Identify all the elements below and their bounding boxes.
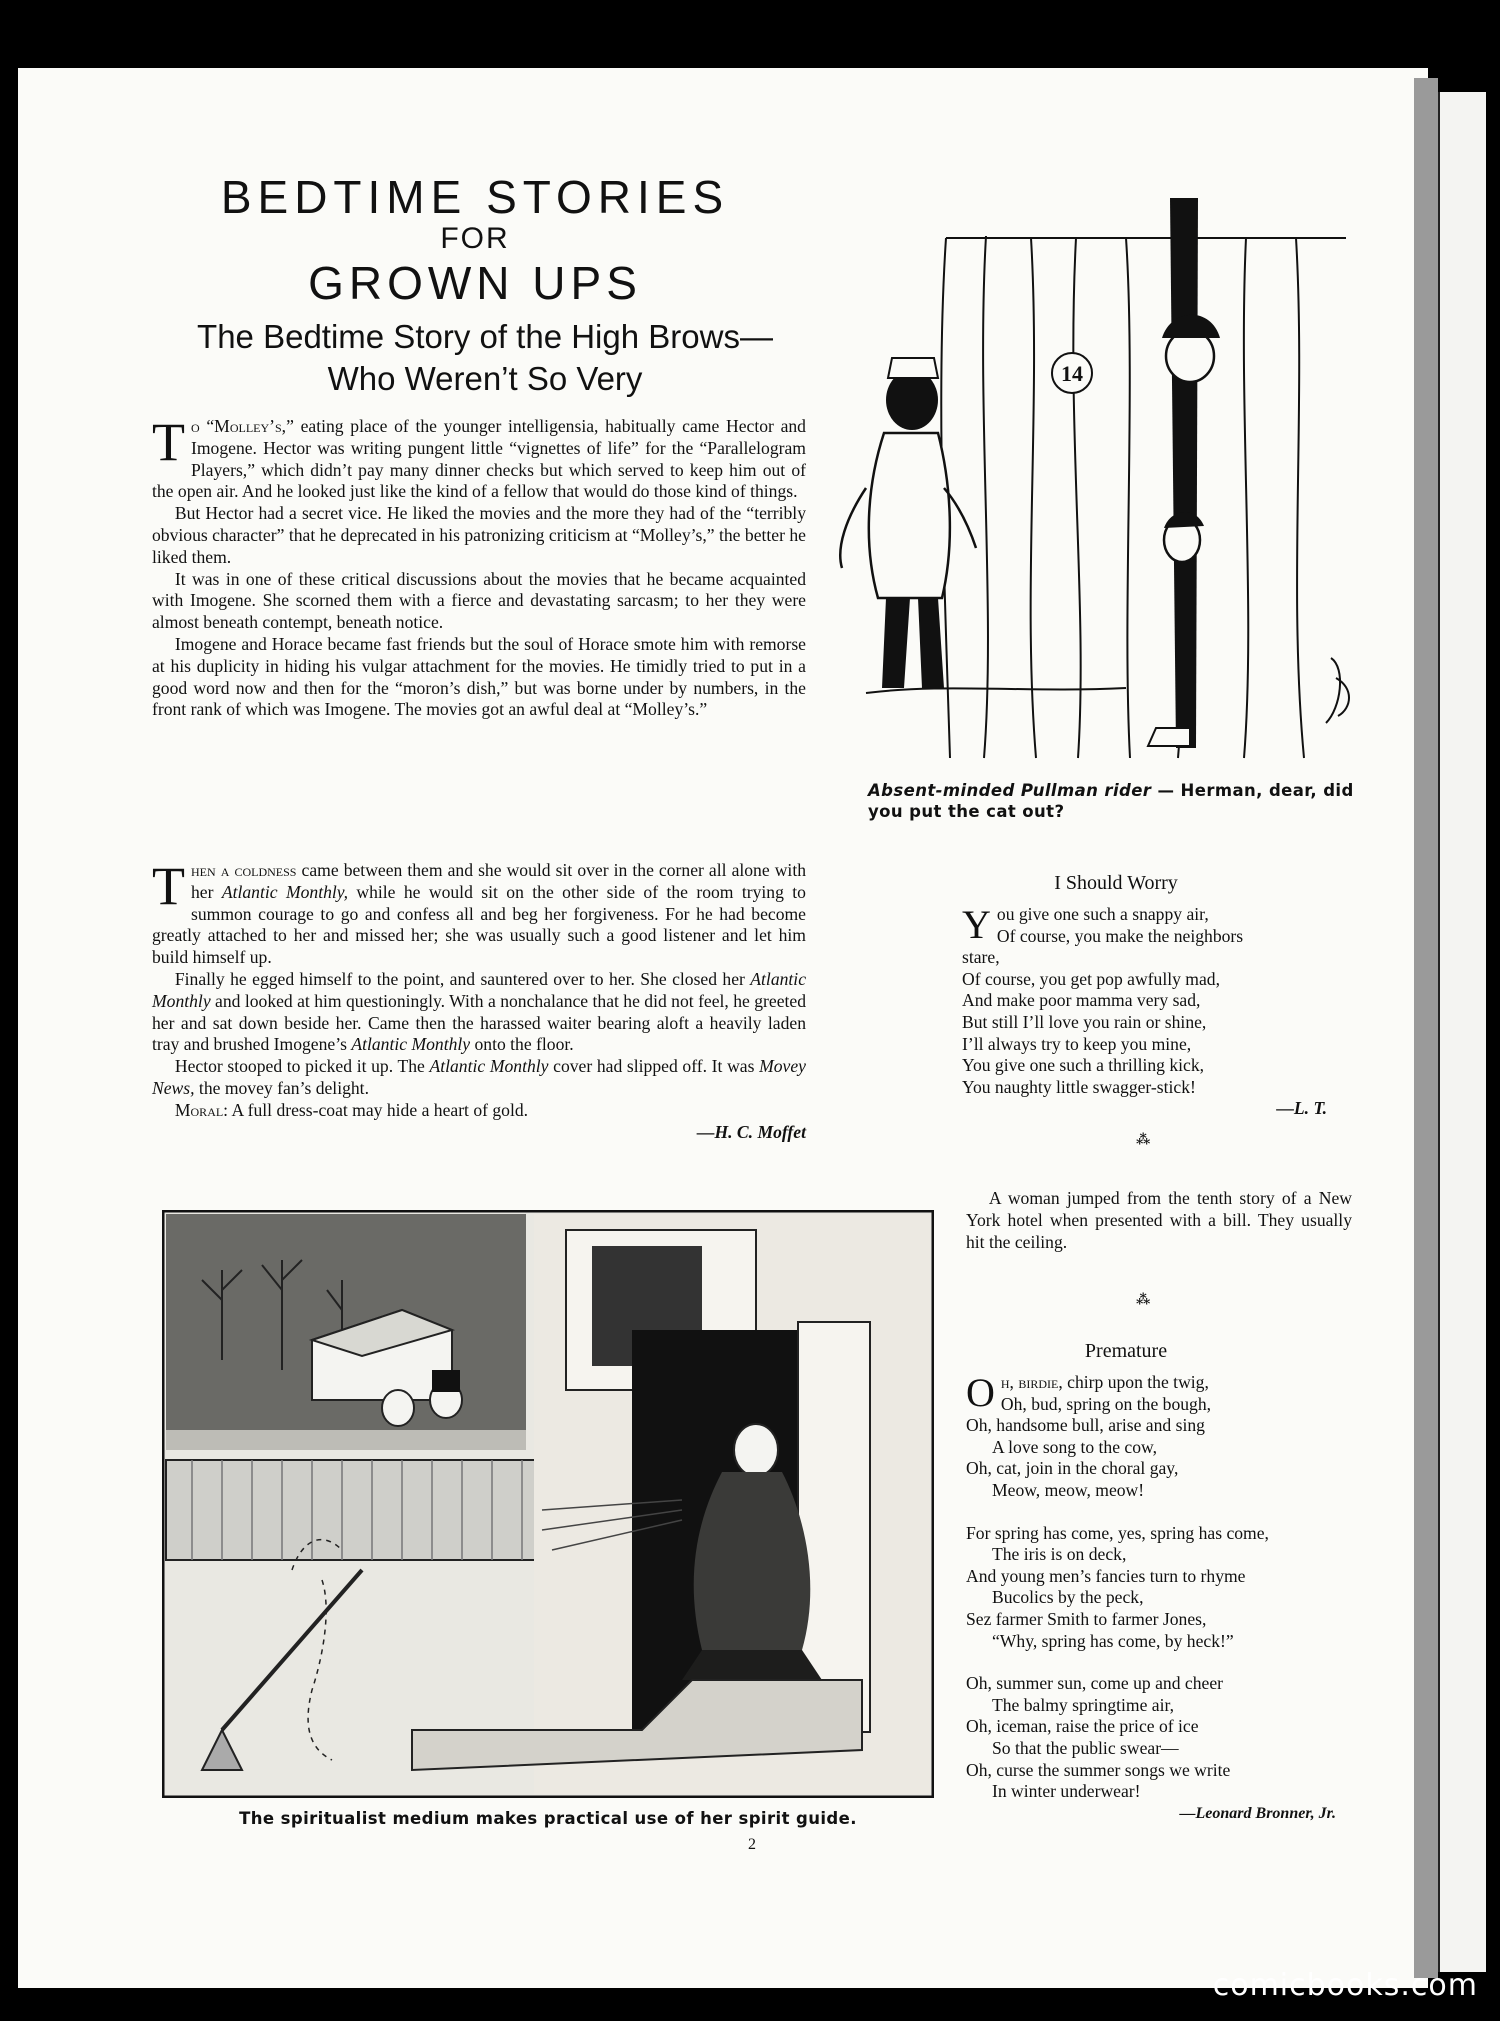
joke-text: A woman jumped from the tenth story of a New York hotel when presented with a bill. They usually hit the ceiling. — [966, 1188, 1352, 1252]
book-spine — [1414, 78, 1438, 1978]
story-paragraph-2: But Hector had a secret vice. He liked the movies and the more they had of the “terribly obvious character” that he deprecated in his patronizing criticism at “Molley’s,” the better he liked them. — [152, 503, 806, 567]
page-number: 2 — [748, 1836, 756, 1853]
title-line-2: FOR — [440, 222, 510, 255]
poem1-line: And make poor mamma very sad, — [962, 990, 1201, 1011]
poem-line-text: chirp upon the twig, — [1062, 1372, 1209, 1392]
poem2-line: The iris is on deck, — [992, 1544, 1127, 1565]
poem2-line: And young men’s fancies turn to rhyme — [966, 1565, 1246, 1586]
story-paragraph-6 — [152, 969, 806, 1056]
story-paragraph-1 — [152, 412, 806, 503]
title-line-3: GROWN UPS — [308, 257, 642, 309]
drop-cap: Y — [962, 902, 991, 947]
poem2-body — [966, 1372, 1366, 1824]
moral-label: Moral: — [174, 1099, 229, 1120]
story-text: onto the floor. — [470, 1034, 574, 1055]
story-paragraph-3: It was in one of these critical discussions about the movies that he became acquainted with Imogene. She scorned them with a fierce and devastating sarcasm; to her they were almost beneath contempt, beneath notice. — [152, 568, 806, 633]
poem-line-text: ou give one such a snappy air, — [996, 904, 1209, 924]
poem2-line: For spring has come, yes, spring has come, — [966, 1522, 1269, 1543]
watermark: comicbooks.com — [1212, 1968, 1478, 2003]
story-text: Finally he egged himself to the point, and sauntered over to her. She closed her — [174, 968, 751, 989]
drop-cap: T — [152, 856, 185, 916]
title-line-1: BEDTIME STORIES — [220, 171, 730, 223]
story-text: the movey fan’s delight. — [194, 1077, 369, 1098]
berth-number: 14 — [1061, 361, 1083, 386]
poem1-line: Of course, you get pop awfully mad, — [962, 968, 1220, 989]
poem2-line: So that the public swear— — [992, 1737, 1179, 1758]
poem2-line: “Why, spring has come, by heck!” — [992, 1630, 1234, 1651]
pullman-cartoon — [826, 188, 1364, 760]
poem2-line: In winter underwear! — [992, 1781, 1141, 1802]
story-text: while he would sit on the other side of the room trying to summon courage to go and confess all and beg her forgiveness. For he had become greatly attached to her and missed her; she was usually such a good listener and let him build himself up. — [152, 881, 806, 968]
story-paragraph-4: Imogene and Horace became fast friends but the soul of Horace smote him with remorse at his duplicity in hiding his vulgar attachment for the movies. He timidly tried to put in a good word now and then for the “moron’s dish,” but was borne under by numbers, in the front rank of which was Imogene. The movies got an awful deal at “Molley’s.” — [152, 633, 806, 720]
subtitle-line-1: The Bedtime Story of the High Brows— — [197, 318, 773, 355]
poem2-line: A love song to the cow, — [992, 1436, 1158, 1457]
poem2-line: The balmy springtime air, — [992, 1694, 1175, 1715]
story-signature: —H. C. Moffet — [696, 1121, 806, 1142]
poem2-line: Oh, bud, spring on the bough, — [1000, 1393, 1212, 1414]
story-lead-in: hen a coldness — [191, 860, 297, 880]
poem2-line: Meow, meow, meow! — [992, 1479, 1145, 1500]
poem1-line: Of course, you make the neighbors — [996, 925, 1244, 946]
caption-text: — Herman, dear, did you put the cat out? — [868, 781, 1354, 821]
poem1-body — [962, 904, 1362, 1120]
story-paragraph-7 — [152, 1056, 806, 1100]
moral-text: A full dress-coat may hide a heart of gold. — [228, 1099, 529, 1120]
poem2-line: Sez farmer Smith to farmer Jones, — [966, 1608, 1207, 1629]
story-text: eating place of the younger intelligensia, habitually came Hector and Imogene. Hector was writing pungent little “vignettes of life” for the “Parallelogram Players,” which didn’t pay many dinner checks but which served to keep him out of the open air. And he looked just like the kind of a fellow that would do those kind of things. — [152, 416, 806, 502]
caption-italic: Absent-minded Pullman rider — [868, 781, 1152, 800]
separator-stars: ⁂ — [1136, 1293, 1152, 1308]
story-column-part-1 — [152, 412, 806, 721]
story-text: and looked at him questioningly. With a nonchalance that he did not feel, he greeted her and sat down beside her. Came then the harassed waiter bearing aloft a heavily laden tray and brushed Imogene’s — [152, 990, 806, 1055]
separator-stars: ⁂ — [1136, 1133, 1152, 1148]
poem2-line: Oh, summer sun, come up and cheer — [966, 1673, 1223, 1694]
story-column-part-2 — [152, 856, 807, 1143]
poem1-line: I’ll always try to keep you mine, — [962, 1033, 1192, 1054]
poem2-line: Oh, iceman, raise the price of ice — [966, 1716, 1199, 1737]
story-text: cover had slipped off. It was — [548, 1056, 760, 1077]
poem1-line: You naughty little swagger-stick! — [962, 1076, 1196, 1097]
poem1-line: But still I’ll love you rain or shine, — [962, 1011, 1207, 1032]
drop-cap: T — [152, 412, 185, 472]
drop-cap: O — [966, 1370, 995, 1415]
subtitle — [140, 316, 830, 400]
story-italic: Atlantic Monthly — [429, 1056, 549, 1077]
subtitle-line-2: Who Weren’t So Very — [327, 360, 643, 397]
next-page-edge — [1438, 92, 1486, 1972]
poem2-line: Bucolics by the peck, — [992, 1587, 1144, 1608]
medium-cartoon — [162, 1210, 934, 1798]
pullman-caption — [868, 780, 1358, 822]
story-paragraph-5 — [152, 856, 807, 969]
story-text: Hector stooped to picked it up. The — [174, 1056, 430, 1077]
story-italic: Atlantic Monthly, — [221, 881, 349, 902]
poem1-title: I Should Worry — [1054, 872, 1178, 894]
poem2-line: Oh, curse the summer songs we write — [966, 1759, 1231, 1780]
story-italic: Movey News, — [152, 1056, 806, 1098]
story-text: came between them and she would sit over in the corner all alone with her — [191, 860, 807, 902]
story-italic: Atlantic Monthly — [152, 968, 806, 1011]
poem-lead-in: h, birdie, — [1000, 1372, 1063, 1392]
poem2-line: Oh, handsome bull, arise and sing — [966, 1415, 1205, 1436]
poem2-line: Oh, cat, join in the choral gay, — [966, 1458, 1179, 1479]
story-italic: Atlantic Monthly — [351, 1034, 471, 1055]
medium-caption: The spiritualist medium makes practical use of her spirit guide. — [239, 1809, 857, 1828]
poem2-title: Premature — [1084, 1340, 1168, 1362]
joke-paragraph — [966, 1188, 1352, 1253]
poem1-signature: —L. T. — [1276, 1098, 1327, 1119]
poem1-line: You give one such a thrilling kick, — [962, 1055, 1205, 1076]
story-moral — [152, 1100, 806, 1122]
poem2-signature: —Leonard Bronner, Jr. — [1179, 1804, 1336, 1822]
poem1-line: stare, — [962, 947, 1000, 968]
story-lead-in: o “Molley’s,” — [191, 416, 294, 436]
